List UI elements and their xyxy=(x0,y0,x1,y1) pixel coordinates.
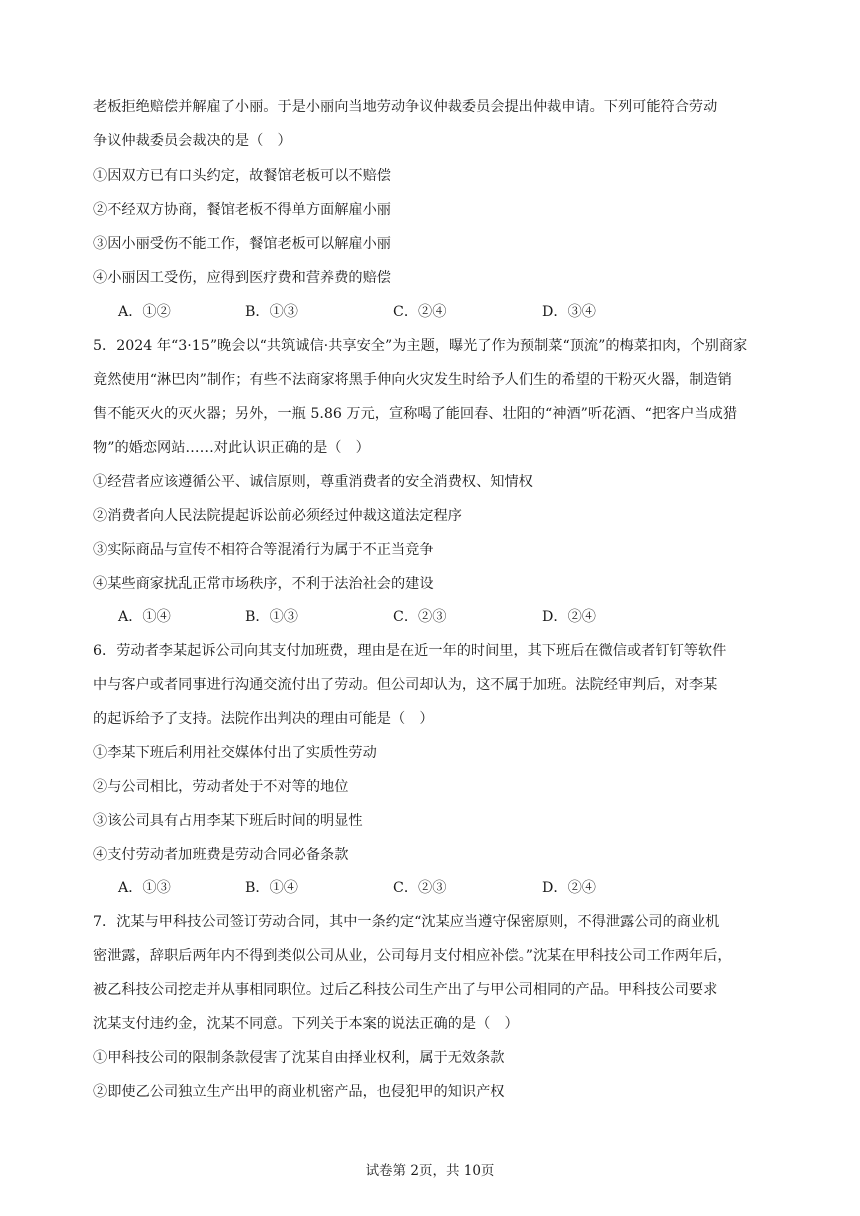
q6-stem-line: 中与客户或者同事进行沟通交流付出了劳动。但公司却认为，这不属于加班。法院经审判后，对李某 xyxy=(93,677,718,693)
q5-stem-line: 售不能灭火的灭火器；另外，一瓶 5.86 万元，宣称喝了能回春、壮阳的“神酒”听花酒、“把客户当成猎 xyxy=(93,406,738,422)
q5-stem-line: 竟然使用“淋巴肉”制作；有些不法商家将黑手伸向火灾发生时给予人们生的希望的干粉灭火器，制造销 xyxy=(93,372,732,388)
q7-statement: ①甲科技公司的限制条款侵害了沈某自由择业权利，属于无效条款 xyxy=(93,1050,505,1066)
option-b: B．①③ xyxy=(245,609,298,625)
q6-stem-line: 的起诉给予了支持。法院作出判决的理由可能是（ ） xyxy=(93,711,434,727)
option-a: A．①③ xyxy=(118,880,171,896)
option-c: C．②④ xyxy=(393,304,447,320)
q7-statement: ②即使乙公司独立生产出甲的商业机密产品，也侵犯甲的知识产权 xyxy=(93,1084,505,1100)
q5-stem-line: 5．2024 年“3·15”晚会以“共筑诚信·共享安全”为主题，曝光了作为预制菜“顶流”的梅菜扣肉，个别商家 xyxy=(93,338,748,354)
q5-statement: ③实际商品与宣传不相符合等混淆行为属于不正当竞争 xyxy=(93,542,434,558)
q6-statement: ①李某下班后利用社交媒体付出了实质性劳动 xyxy=(93,745,377,761)
q6-statement: ④支付劳动者加班费是劳动合同必备条款 xyxy=(93,847,349,863)
q7-stem-line: 被乙科技公司挖走并从事相同职位。过后乙科技公司生产出了与甲公司相同的产品。甲科技公司要求 xyxy=(93,982,718,998)
option-c: C．②③ xyxy=(393,609,447,625)
option-d: D．②④ xyxy=(542,880,596,896)
option-b: B．①④ xyxy=(245,880,298,896)
q6-stem-line: 6．劳动者李某起诉公司向其支付加班费，理由是在近一年的时间里，其下班后在微信或者钉钉等软件 xyxy=(93,643,727,659)
q5-statement: ②消费者向人民法院提起诉讼前必须经过仲裁这道法定程序 xyxy=(93,508,462,524)
option-a: A．①② xyxy=(118,304,171,320)
option-d: D．②④ xyxy=(542,609,596,625)
q4-statement: ③因小丽受伤不能工作，餐馆老板可以解雇小丽 xyxy=(93,236,391,252)
q4-text-line: 老板拒绝赔偿并解雇了小丽。于是小丽向当地劳动争议仲裁委员会提出仲裁申请。下列可能符合劳动 xyxy=(93,99,718,115)
option-b: B．①③ xyxy=(245,304,298,320)
option-a: A．①④ xyxy=(118,609,171,625)
q7-stem-line: 密泄露，辞职后两年内不得到类似公司从业，公司每月支付相应补偿。”沈某在甲科技公司工作两年后， xyxy=(93,948,732,964)
q4-text-line: 争议仲裁委员会裁决的是（ ） xyxy=(93,133,292,149)
q5-statement: ①经营者应该遵循公平、诚信原则，尊重消费者的安全消费权、知情权 xyxy=(93,474,533,490)
option-c: C．②③ xyxy=(393,880,447,896)
q4-statement: ②不经双方协商，餐馆老板不得单方面解雇小丽 xyxy=(93,202,391,218)
q5-stem-line: 物”的婚恋网站……对此认识正确的是（ ） xyxy=(93,440,370,456)
option-d: D．③④ xyxy=(542,304,596,320)
q4-statement: ④小丽因工受伤，应得到医疗费和营养费的赔偿 xyxy=(93,270,391,286)
q6-statement: ③该公司具有占用李某下班后时间的明显性 xyxy=(93,813,363,829)
q7-stem-line: 7．沈某与甲科技公司签订劳动合同，其中一条约定“沈某应当遵守保密原则，不得泄露公司的商业机 xyxy=(93,914,720,930)
q6-statement: ②与公司相比，劳动者处于不对等的地位 xyxy=(93,779,349,795)
page-footer: 试卷第 2页，共 10页 xyxy=(365,1163,495,1179)
q4-statement: ①因双方已有口头约定，故餐馆老板可以不赔偿 xyxy=(93,168,391,184)
q5-statement: ④某些商家扰乱正常市场秩序，不利于法治社会的建设 xyxy=(93,576,434,592)
q7-stem-line: 沈某支付违约金，沈某不同意。下列关于本案的说法正确的是（ ） xyxy=(93,1016,519,1032)
